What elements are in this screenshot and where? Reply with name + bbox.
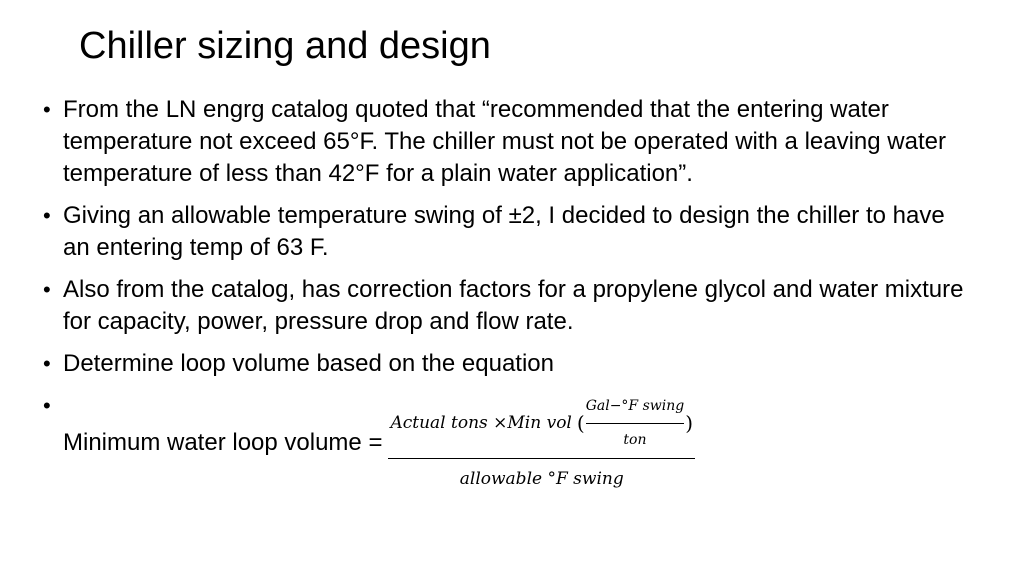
bullet-marker: • — [43, 351, 51, 376]
bullet-item — [43, 348, 973, 380]
formula-label: Minimum water loop volume = — [63, 428, 383, 456]
bullet-text: From the LN engrg catalog quoted that “recommended that the entering water temperature not exceed 65°F. The chiller must not be operated with a leaving water temperature of less than 42°F for a plain water application”. — [63, 96, 946, 187]
inner-denominator: ton — [623, 432, 647, 448]
bullet-list — [43, 94, 973, 505]
slide-title: Chiller sizing and design — [79, 25, 491, 67]
bullet-marker: • — [43, 277, 51, 302]
bullet-item — [43, 200, 973, 264]
inner-numerator: Gal−°F swing — [585, 398, 685, 414]
bullet-text: Giving an allowable temperature swing of ±2, I decided to design the chiller to have an entering temp of 63 F. — [63, 202, 945, 261]
loop-volume-formula — [388, 390, 695, 495]
bullet-item — [43, 274, 973, 338]
bullet-text: Determine loop volume based on the equation — [63, 350, 554, 377]
inner-fraction — [586, 390, 685, 456]
bullet-marker: • — [43, 203, 51, 228]
formula-row — [63, 390, 973, 495]
bullet-marker: • — [43, 97, 51, 122]
formula-denominator: allowable °F swing — [459, 469, 624, 489]
formula-numerator-text: Actual tons ×Min vol — [390, 413, 572, 433]
bullet-marker: • — [43, 393, 51, 418]
bullet-text: Also from the catalog, has correction factors for a propylene glycol and water mixture for capacity, power, pressure drop and flow rate. — [63, 276, 964, 335]
open-paren: ( — [576, 411, 585, 435]
bullet-item-formula — [43, 390, 973, 495]
formula-numerator — [388, 390, 695, 458]
bullet-item — [43, 94, 973, 190]
close-paren: ) — [685, 411, 694, 435]
